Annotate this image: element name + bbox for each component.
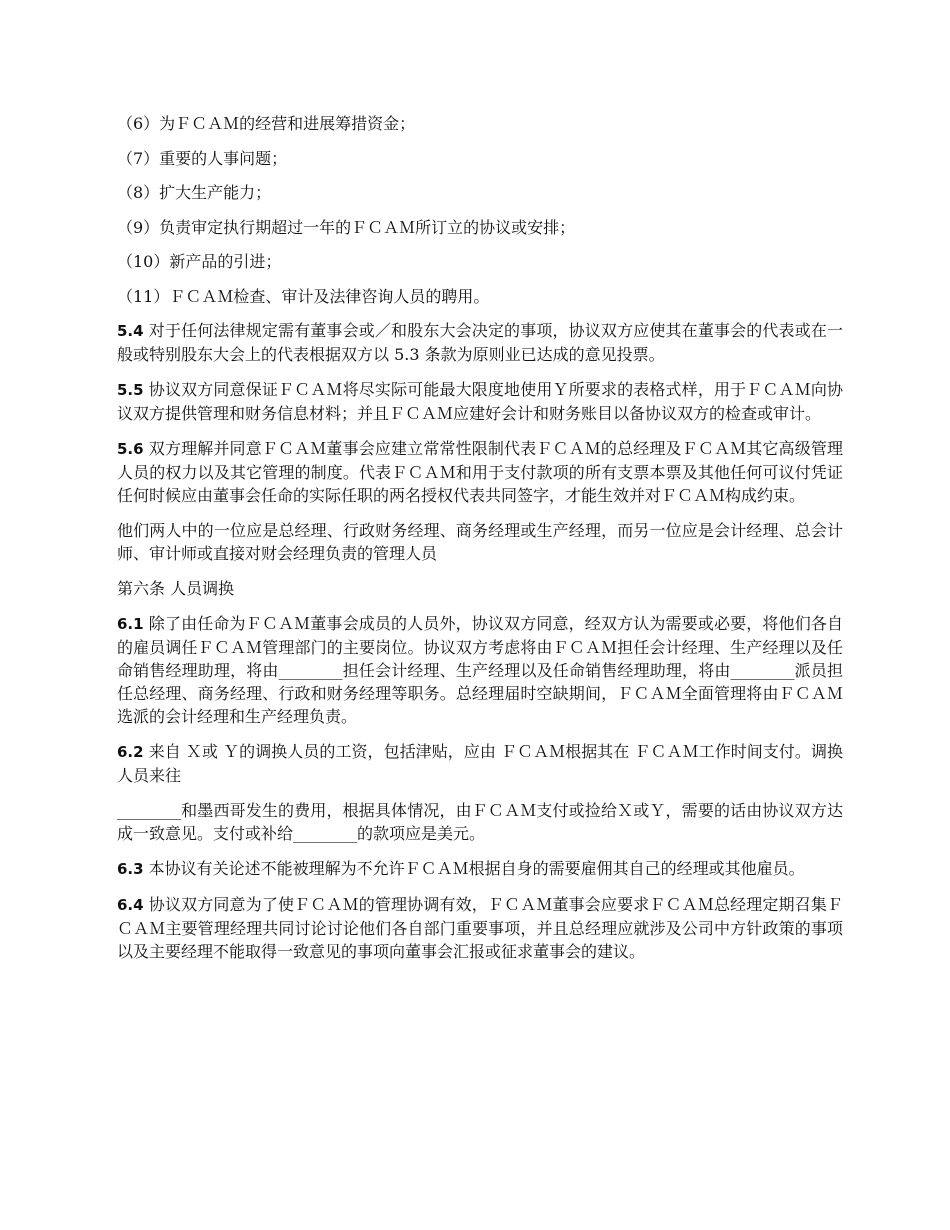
- clause-6-4: [117, 893, 843, 963]
- clause-number: 5.5: [117, 381, 144, 399]
- list-item: （6）为ＦＣＡＭ的经营和进展筹措资金；: [117, 114, 416, 133]
- document-page: [117, 112, 843, 975]
- clause-text: 对于任何法律规定需有董事会或／和股东大会决定的事项，协议双方应使其在董事会的代表或在一般或特别股东大会上的代表根据双方以 5.3 条款为原则业已达成的意见投票。: [117, 321, 843, 364]
- clause-5-6: [117, 437, 843, 507]
- list-item: （11）ＦＣＡＭ检查、审计及法律咨询人员的聘用。: [117, 286, 490, 306]
- clause-number: 6.1: [117, 615, 144, 633]
- clause-6-1: [117, 612, 843, 728]
- clause-text: 协议双方同意保证ＦＣＡＭ将尽实际可能最大限度地使用Ｙ所要求的表格式样，用于ＦＣＡＭ向协议双方提供管理和财务信息材料；并且ＦＣＡＭ应建好会计和财务账目以备协议双方的检查或审计。: [117, 380, 843, 423]
- article-6-heading: 第六条 人员调换: [117, 579, 235, 598]
- list-item: （10）新产品的引进；: [117, 252, 282, 271]
- list-item: （8）扩大生产能力；: [117, 183, 272, 202]
- clause-number: 6.3: [117, 860, 144, 878]
- clause-text: 协议双方同意为了使ＦＣＡＭ的管理协调有效，ＦＣＡＭ董事会应要求ＦＣＡＭ总经理定期召集ＦＣＡＭ主要管理经理共同讨论讨论他们各自部门重要事项，并且总经理应就涉及公司中方针政策的事项以及主要经理不能取得一致意见的事项向董事会汇报或征求董事会的建议。: [117, 895, 843, 961]
- clause-5-4: [117, 319, 843, 366]
- clause-text: 来自 Ｘ或 Ｙ的调换人员的工资，包括津贴，应由 ＦＣＡＭ根据其在 ＦＣＡＭ工作时间支付。调换人员来往: [117, 742, 843, 785]
- clause-text: 本协议有关论述不能被理解为不允许ＦＣＡＭ根据自身的需要雇佣其自己的经理或其他雇员。: [143, 859, 805, 878]
- signers-paragraph: 他们两人中的一位应是总经理、行政财务经理、商务经理或生产经理，而另一位应是会计经理、总会计师、审计师或直接对财会经理负责的管理人员: [117, 521, 843, 563]
- clause-number: 6.4: [117, 896, 144, 914]
- clause-6-3: [117, 857, 843, 881]
- clause-number: 5.6: [117, 440, 144, 458]
- clause-text: 除了由任命为ＦＣＡＭ董事会成员的人员外，协议双方同意，经双方认为需要或必要，将他们各自的雇员调任ＦＣＡＭ管理部门的主要岗位。协议双方考虑将由ＦＣＡＭ担任会计经理、生产经理以及任命销售经理助理，将由________担任会计经理、生产经理以及任命销售经理助理，将由________派员担任总经理、商务经理、行政和财务经理等职务。总经理届时空缺期间，ＦＣＡＭ全面管理将由ＦＣＡＭ选派的会计经理和生产经理负责。: [117, 614, 843, 726]
- clause-text: 双方理解并同意ＦＣＡＭ董事会应建立常常性限制代表ＦＣＡＭ的总经理及ＦＣＡＭ其它高级管理人员的权力以及其它管理的制度。代表ＦＣＡＭ和用于支付款项的所有支票本票及其他任何可议付凭证任何时候应由董事会任命的实际任职的两名授权代表共同签字，才能生效并对ＦＣＡＭ构成约束。: [117, 439, 843, 505]
- clause-number: 5.4: [117, 322, 144, 340]
- list-item: （7）重要的人事问题；: [117, 148, 288, 168]
- clause-5-5: [117, 378, 843, 425]
- list-item: （9）负责审定执行期超过一年的ＦＣＡＭ所订立的协议或安排；: [117, 217, 576, 237]
- clause-6-2: [117, 740, 843, 787]
- clause-number: 6.2: [117, 743, 144, 761]
- clause-6-2-continuation: ________和墨西哥发生的费用，根据具体情况，由ＦＣＡＭ支付或捡给Ｘ或Ｙ，需要的话由协议双方达成一致意见。支付或补给________的款项应是美元。: [117, 801, 843, 843]
